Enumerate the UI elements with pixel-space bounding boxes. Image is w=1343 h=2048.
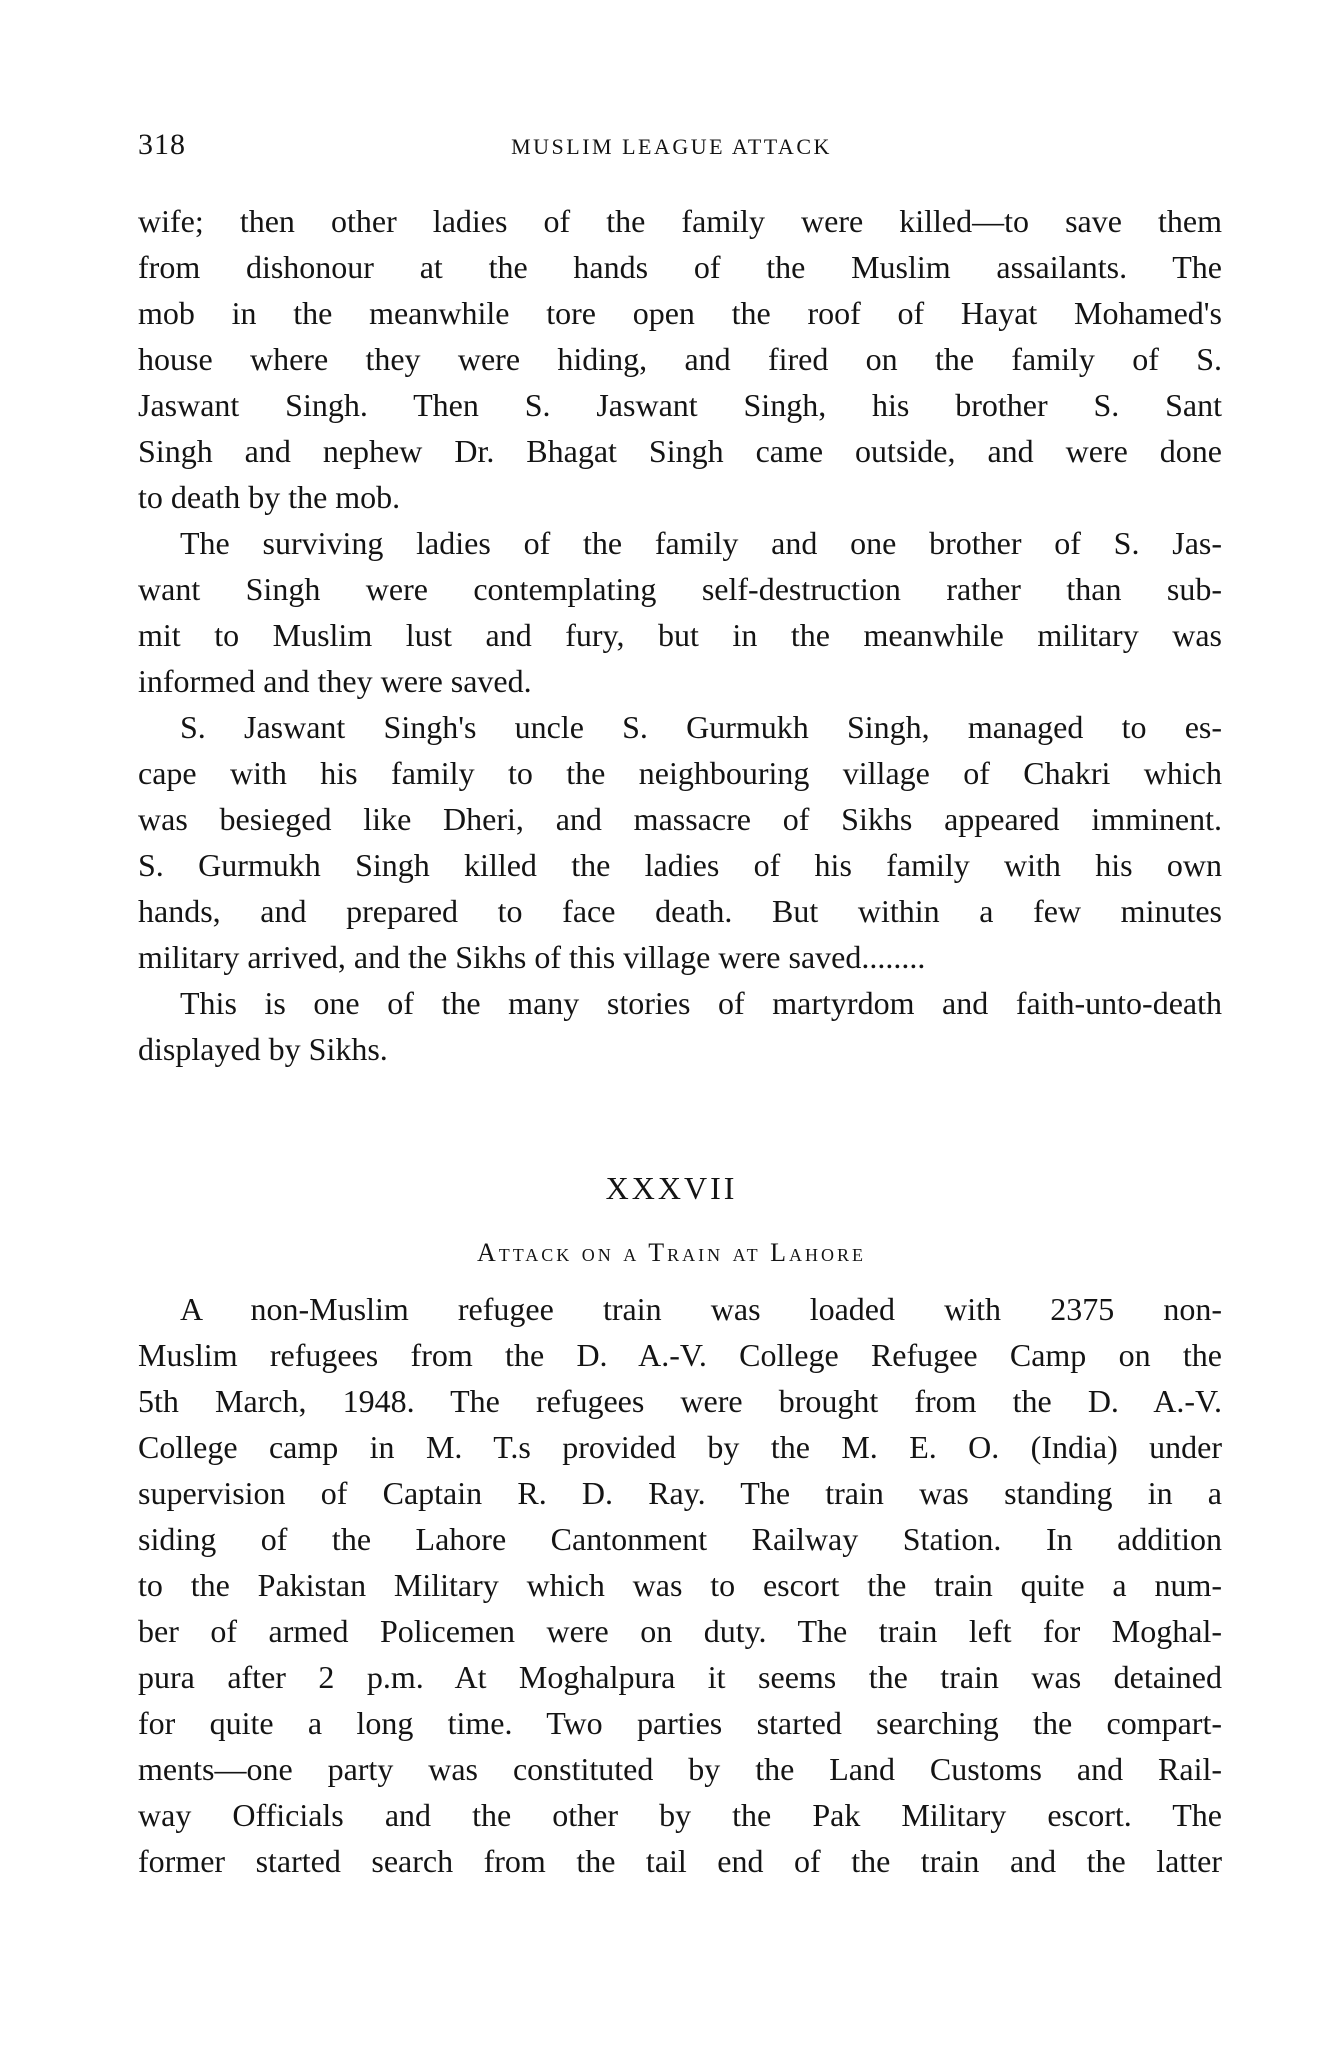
text-line: hands, and prepared to face death. But within a few minutes <box>138 893 1222 929</box>
text-line: mit to Muslim lust and fury, but in the meanwhile military was <box>138 617 1222 653</box>
page-number: 318 <box>138 128 186 161</box>
text-line: S. Jaswant Singh's uncle S. Gurmukh Singh, managed to es- <box>180 709 1222 745</box>
text-line: way Officials and the other by the Pak Military escort. The <box>138 1797 1222 1833</box>
paragraph <box>138 520 1222 704</box>
text-line: military arrived, and the Sikhs of this village were saved........ <box>138 939 926 975</box>
text-line: This is one of the many stories of martyrdom and faith-unto-death <box>180 985 1222 1021</box>
text-line: pura after 2 p.m. At Moghalpura it seems the train was detained <box>138 1659 1222 1695</box>
section-title: Attack on a Train at Lahore <box>476 1238 867 1267</box>
paragraph <box>138 980 1222 1072</box>
text-line: to death by the mob. <box>138 479 401 515</box>
text-line: was besieged like Dheri, and massacre of Sikhs appeared imminent. <box>138 801 1222 837</box>
text-line: The surviving ladies of the family and one brother of S. Jas- <box>180 525 1222 561</box>
text-line: Muslim refugees from the D. A.-V. College Refugee Camp on the <box>138 1337 1222 1373</box>
section-body-text <box>138 1286 1222 1884</box>
text-line: ments—one party was constituted by the Land Customs and Rail- <box>138 1751 1222 1787</box>
section-number: XXXVII <box>605 1170 738 1206</box>
text-line: wife; then other ladies of the family were killed—to save them <box>138 203 1222 239</box>
body-text-part-1 <box>138 198 1222 1072</box>
text-line: house where they were hiding, and fired on the family of S. <box>138 341 1222 377</box>
running-header <box>0 128 1343 168</box>
running-title: MUSLIM LEAGUE ATTACK <box>511 134 832 159</box>
text-line: from dishonour at the hands of the Muslim assailants. The <box>138 249 1222 285</box>
text-line: siding of the Lahore Cantonment Railway Station. In addition <box>138 1521 1222 1557</box>
text-line: cape with his family to the neighbouring village of Chakri which <box>138 755 1222 791</box>
paragraph <box>138 1286 1222 1884</box>
paragraph <box>138 704 1222 980</box>
text-line: mob in the meanwhile tore open the roof of Hayat Mohamed's <box>138 295 1222 331</box>
text-line: College camp in M. T.s provided by the M. E. O. (India) under <box>138 1429 1222 1465</box>
text-line: 5th March, 1948. The refugees were brought from the D. A.-V. <box>138 1383 1222 1419</box>
text-line: want Singh were contemplating self-destruction rather than sub- <box>138 571 1222 607</box>
text-line: S. Gurmukh Singh killed the ladies of his family with his own <box>138 847 1222 883</box>
text-line: to the Pakistan Military which was to escort the train quite a num- <box>138 1567 1222 1603</box>
paragraph <box>138 198 1222 520</box>
text-line: A non-Muslim refugee train was loaded with 2375 non- <box>180 1291 1222 1327</box>
text-line: for quite a long time. Two parties started searching the compart- <box>138 1705 1222 1741</box>
text-line: Singh and nephew Dr. Bhagat Singh came outside, and were done <box>138 433 1222 469</box>
text-line: informed and they were saved. <box>138 663 532 699</box>
text-line: Jaswant Singh. Then S. Jaswant Singh, his brother S. Sant <box>138 387 1222 423</box>
text-line: displayed by Sikhs. <box>138 1031 388 1067</box>
text-line: supervision of Captain R. D. Ray. The train was standing in a <box>138 1475 1222 1511</box>
text-line: former started search from the tail end of the train and the latter <box>138 1843 1222 1879</box>
text-line: ber of armed Policemen were on duty. The train left for Moghal- <box>138 1613 1222 1649</box>
